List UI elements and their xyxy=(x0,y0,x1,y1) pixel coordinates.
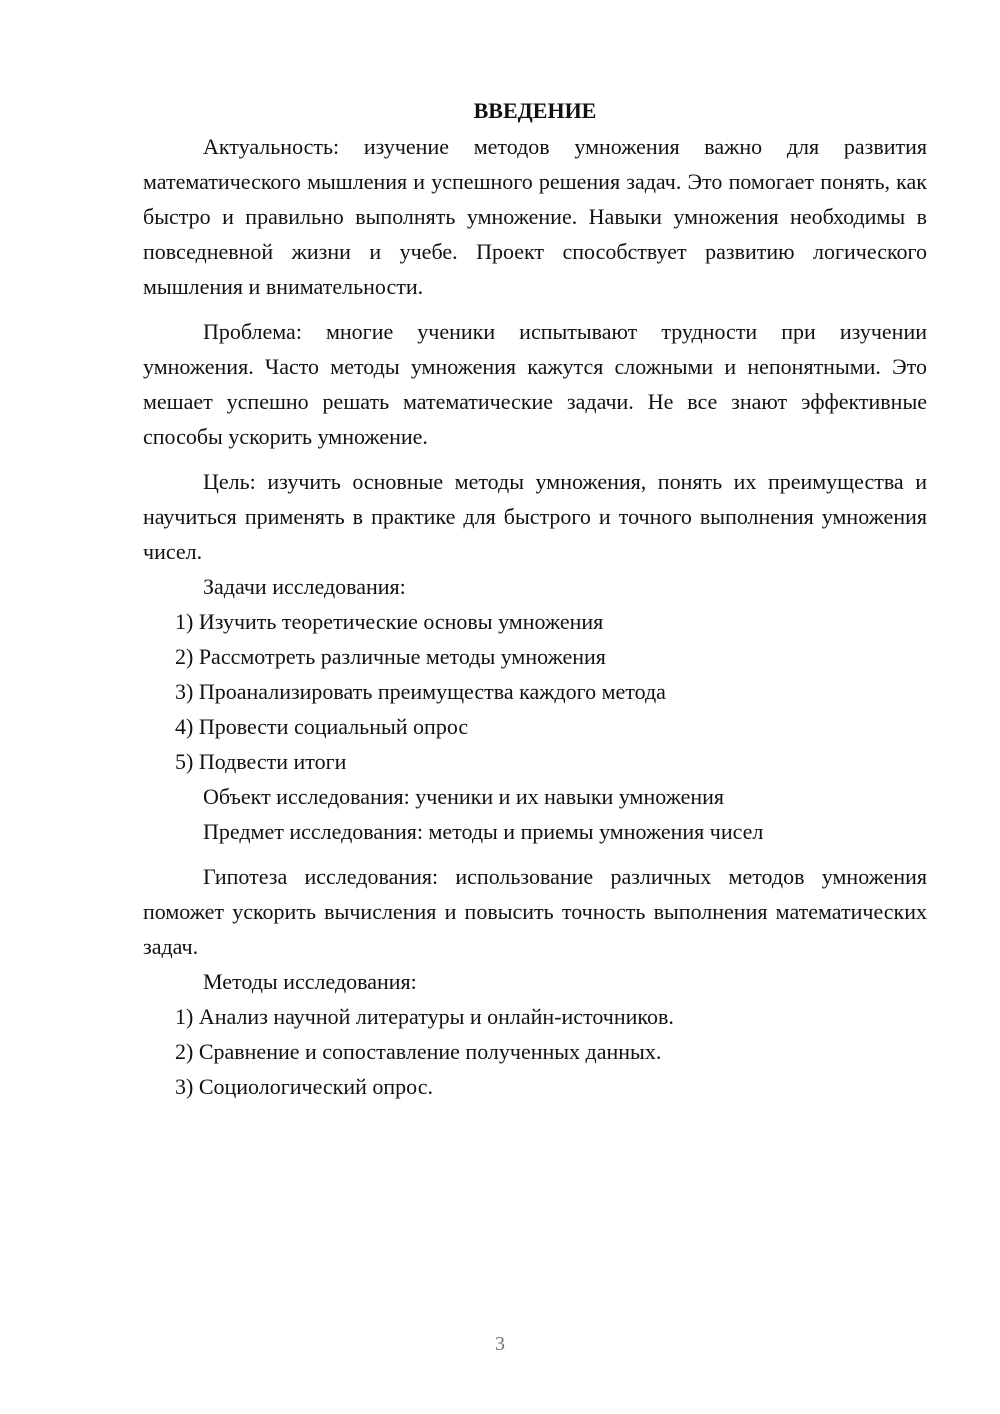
list-item: 3) Социологический опрос. xyxy=(175,1074,433,1099)
list-item: 3) Проанализировать преимущества каждого метода xyxy=(175,679,666,704)
methods-heading: Методы исследования: xyxy=(203,969,417,994)
list-item: 4) Провести социальный опрос xyxy=(175,714,469,739)
list-item: 1) Анализ научной литературы и онлайн-источников. xyxy=(175,1004,674,1029)
tasks-heading: Задачи исследования: xyxy=(203,574,406,599)
subject-line: Предмет исследования: методы и приемы умножения чисел xyxy=(203,819,764,844)
list-item: 1) Изучить теоретические основы умножения xyxy=(175,609,604,634)
methods-list xyxy=(143,999,927,1104)
list-item: 5) Подвести итоги xyxy=(175,749,347,774)
problem-paragraph: Проблема: многие ученики испытывают трудности при изучении умножения. Часто методы умножения кажутся сложными и непонятными. Это мешает успешно решать математические задачи. Не все знают эффективные способы ускорить умножение. xyxy=(143,319,927,449)
list-item: 2) Сравнение и сопоставление полученных данных. xyxy=(175,1039,662,1064)
hypothesis-paragraph: Гипотеза исследования: использование различных методов умножения поможет ускорить вычисления и повысить точность выполнения математических задач. xyxy=(143,864,927,959)
goal-paragraph: Цель: изучить основные методы умножения, понять их преимущества и научиться применять в практике для быстрого и точного выполнения умножения чисел. xyxy=(143,469,927,564)
object-line: Объект исследования: ученики и их навыки умножения xyxy=(203,784,725,809)
page-content xyxy=(143,93,927,1104)
tasks-list xyxy=(143,604,927,779)
list-item: 2) Рассмотреть различные методы умножения xyxy=(175,644,606,669)
relevance-paragraph: Актуальность: изучение методов умножения важно для развития математического мышления и успешного решения задач. Это помогает понять, как быстро и правильно выполнять умножение. Навыки умножения необходимы в повседневной жизни и учебе. Проект способствует развитию логического мышления и внимательности. xyxy=(143,134,927,299)
page-title: ВВЕДЕНИЕ xyxy=(473,98,597,123)
page-number: 3 xyxy=(495,1333,505,1355)
